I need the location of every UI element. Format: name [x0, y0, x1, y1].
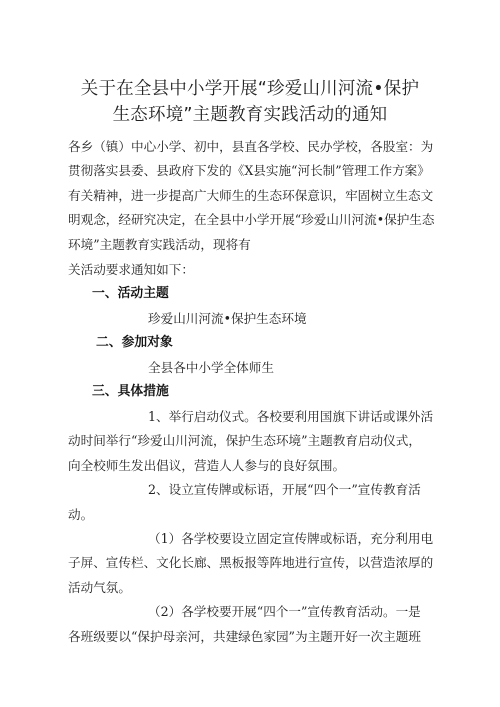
- intro-line-4: 明观念，经研究决定，在全县中小学开展“珍爱山川河流•保护生态: [68, 212, 435, 227]
- section-content-theme: 珍爱山川河流•保护生态环境: [148, 311, 307, 326]
- intro-line-5: 环境”主题教育实践活动，现将有: [68, 237, 251, 252]
- section-heading-measures: 三、具体措施: [92, 384, 169, 399]
- section-heading-theme: 一、活动主题: [92, 286, 169, 301]
- measure-1-line-2: 动时间举行“珍爱山川河流，保护生态环境”主题教育启动仪式，: [68, 433, 421, 448]
- measure-1-line-3: 向全校师生发出倡议，营造人人参与的良好氛围。: [68, 458, 346, 473]
- measure-2-sub-1-line-3: 活动气氛。: [68, 580, 131, 595]
- document-title-line-2: 生态环境”主题教育实践活动的通知: [112, 105, 388, 125]
- section-heading-participants: 二、参加对象: [96, 335, 173, 350]
- measure-2-sub-2-line-1: （2）各学校要开展“四个一”宣传教育活动。一是: [148, 604, 421, 619]
- document-title-line-1: 关于在全县中小学开展“珍爱山川河流•保护: [80, 79, 420, 99]
- intro-line-6: 关活动要求通知如下：: [68, 262, 194, 277]
- intro-line-3: 有关精神，进一步提高广大师生的生态环保意识，牢固树立生态文: [68, 188, 434, 203]
- measure-2-sub-1-line-1: （1）各学校要设立固定宣传牌或标语，充分利用电: [148, 531, 434, 546]
- intro-line-1: 各乡（镇）中心小学、初中，县直各学校、民办学校，各股室：为: [68, 139, 434, 154]
- measure-2-sub-2-line-2: 各班级要以“保护母亲河，共建绿色家园”为主题开好一次主题班: [68, 629, 421, 644]
- measure-2-sub-1-line-2: 子屏、宣传栏、文化长廊、黑板报等阵地进行宣传，以营造浓厚的: [68, 555, 434, 570]
- intro-line-2: 贯彻落实县委、县政府下发的《X县实施“河长制”管理工作方案》: [68, 163, 430, 178]
- measure-1-line-1: 1、举行启动仪式。各校要利用国旗下讲话或课外活: [148, 409, 434, 424]
- section-content-participants: 全县各中小学全体师生: [148, 360, 274, 375]
- measure-2-line-1: 2、设立宣传牌或标语，开展“四个一”宣传教育活: [148, 482, 421, 497]
- measure-2-line-2: 动。: [68, 507, 94, 522]
